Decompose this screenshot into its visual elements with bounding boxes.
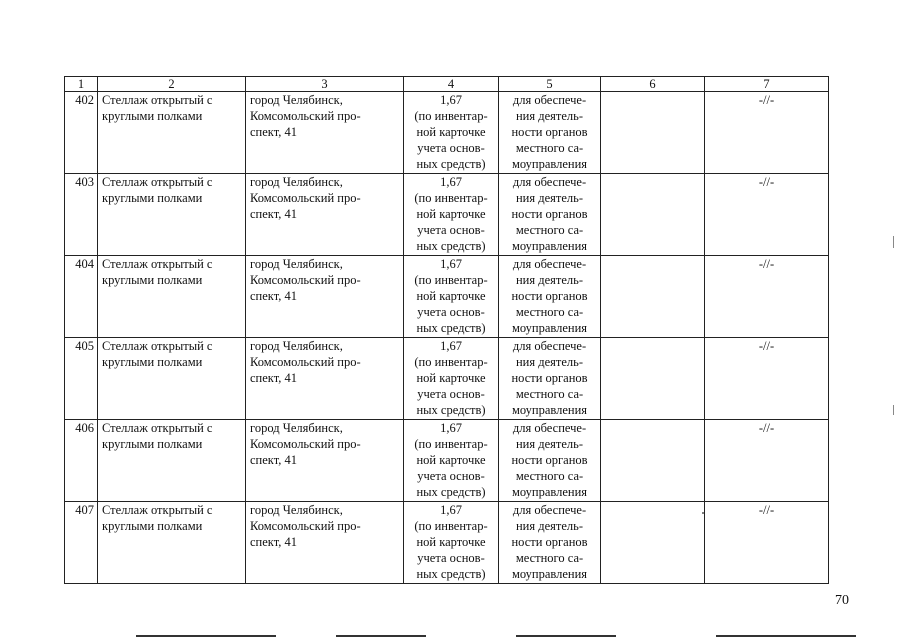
header-cell: 5 — [499, 77, 601, 92]
row-number-cell — [65, 420, 98, 502]
item-name-cell-text: Стеллаж открытый с круглыми полками — [102, 339, 213, 369]
address-cell — [246, 420, 404, 502]
item-name-cell — [98, 420, 246, 502]
purpose-cell-text: для обеспече- ния деятель- ности органов местного са- моуправления — [511, 503, 588, 581]
address-cell — [246, 92, 404, 174]
cost-cell-text: 1,67 (по инвентар- ной карточке учета основ- ных средств) — [414, 175, 488, 253]
row-number-cell-text: 405 — [75, 339, 94, 353]
cost-cell — [404, 338, 499, 420]
cost-cell — [404, 174, 499, 256]
purpose-cell — [499, 92, 601, 174]
column-7-cell — [705, 256, 829, 338]
purpose-cell-text: для обеспече- ния деятель- ности органов местного са- моуправления — [511, 421, 588, 499]
table-row — [65, 92, 829, 174]
column-7-cell — [705, 502, 829, 584]
item-name-cell — [98, 256, 246, 338]
purpose-cell — [499, 420, 601, 502]
table-row — [65, 174, 829, 256]
cost-cell-text: 1,67 (по инвентар- ной карточке учета основ- ных средств) — [414, 339, 488, 417]
scan-margin-mark — [893, 236, 894, 248]
column-7-cell — [705, 174, 829, 256]
address-cell-text: город Челябинск, Комсомольский про- спект, 41 — [250, 339, 361, 385]
item-name-cell — [98, 174, 246, 256]
header-cell: 2 — [98, 77, 246, 92]
address-cell — [246, 256, 404, 338]
column-7-cell-text: -//- — [758, 93, 775, 107]
address-cell-text: город Челябинск, Комсомольский про- спект, 41 — [250, 503, 361, 549]
header-cell: 6 — [601, 77, 705, 92]
purpose-cell — [499, 174, 601, 256]
cost-cell — [404, 92, 499, 174]
scan-margin-mark — [893, 405, 894, 415]
address-cell — [246, 174, 404, 256]
table-row — [65, 338, 829, 420]
column-6-cell — [601, 338, 705, 420]
row-number-cell-text: 403 — [75, 175, 94, 189]
table-row — [65, 256, 829, 338]
purpose-cell-text: для обеспече- ния деятель- ности органов местного са- моуправления — [511, 175, 588, 253]
purpose-cell — [499, 338, 601, 420]
row-number-cell-text: 407 — [75, 503, 94, 517]
address-cell-text: город Челябинск, Комсомольский про- спект, 41 — [250, 93, 361, 139]
column-7-cell-text: -//- — [758, 503, 775, 517]
address-cell — [246, 502, 404, 584]
scan-footer-line — [516, 635, 616, 637]
header-cell: 1 — [65, 77, 98, 92]
purpose-cell-text: для обеспече- ния деятель- ности органов местного са- моуправления — [511, 339, 588, 417]
column-7-cell — [705, 420, 829, 502]
item-name-cell — [98, 338, 246, 420]
column-6-cell — [601, 256, 705, 338]
row-number-cell-text: 404 — [75, 257, 94, 271]
cost-cell — [404, 502, 499, 584]
property-register-table-wrapper — [64, 76, 828, 584]
column-number-header-row — [65, 77, 829, 92]
cost-cell-text: 1,67 (по инвентар- ной карточке учета основ- ных средств) — [414, 421, 488, 499]
purpose-cell — [499, 256, 601, 338]
column-7-cell-text: -//- — [758, 175, 775, 189]
purpose-cell-text: для обеспече- ния деятель- ности органов местного са- моуправления — [511, 93, 588, 171]
column-7-cell — [705, 338, 829, 420]
purpose-cell-text: для обеспече- ния деятель- ности органов местного са- моуправления — [511, 257, 588, 335]
address-cell — [246, 338, 404, 420]
header-cell: 7 — [705, 77, 829, 92]
item-name-cell-text: Стеллаж открытый с круглыми полками — [102, 93, 213, 123]
page-number: 70 — [835, 593, 849, 608]
scan-footer-line — [716, 635, 856, 637]
cost-cell — [404, 420, 499, 502]
item-name-cell — [98, 92, 246, 174]
cost-cell — [404, 256, 499, 338]
column-6-cell — [601, 92, 705, 174]
scan-dot — [702, 512, 704, 514]
item-name-cell — [98, 502, 246, 584]
table-row — [65, 502, 829, 584]
column-6-cell — [601, 174, 705, 256]
row-number-cell — [65, 502, 98, 584]
column-7-cell — [705, 92, 829, 174]
column-7-cell-text: -//- — [758, 339, 775, 353]
cost-cell-text: 1,67 (по инвентар- ной карточке учета основ- ных средств) — [414, 257, 488, 335]
scan-footer-line — [136, 635, 276, 637]
cost-cell-text: 1,67 (по инвентар- ной карточке учета основ- ных средств) — [414, 93, 488, 171]
address-cell-text: город Челябинск, Комсомольский про- спект, 41 — [250, 175, 361, 221]
column-6-cell — [601, 502, 705, 584]
column-6-cell — [601, 420, 705, 502]
row-number-cell — [65, 256, 98, 338]
item-name-cell-text: Стеллаж открытый с круглыми полками — [102, 503, 213, 533]
table-row — [65, 420, 829, 502]
purpose-cell — [499, 502, 601, 584]
header-cell: 3 — [246, 77, 404, 92]
row-number-cell — [65, 338, 98, 420]
address-cell-text: город Челябинск, Комсомольский про- спект, 41 — [250, 257, 361, 303]
header-cell: 4 — [404, 77, 499, 92]
row-number-cell-text: 406 — [75, 421, 94, 435]
cost-cell-text: 1,67 (по инвентар- ной карточке учета основ- ных средств) — [414, 503, 488, 581]
row-number-cell — [65, 174, 98, 256]
column-7-cell-text: -//- — [758, 421, 775, 435]
scan-footer-line — [336, 635, 426, 637]
item-name-cell-text: Стеллаж открытый с круглыми полками — [102, 421, 213, 451]
row-number-cell — [65, 92, 98, 174]
item-name-cell-text: Стеллаж открытый с круглыми полками — [102, 257, 213, 287]
property-register-table — [64, 76, 829, 584]
row-number-cell-text: 402 — [75, 93, 94, 107]
address-cell-text: город Челябинск, Комсомольский про- спект, 41 — [250, 421, 361, 467]
item-name-cell-text: Стеллаж открытый с круглыми полками — [102, 175, 213, 205]
column-7-cell-text: -//- — [758, 257, 775, 271]
